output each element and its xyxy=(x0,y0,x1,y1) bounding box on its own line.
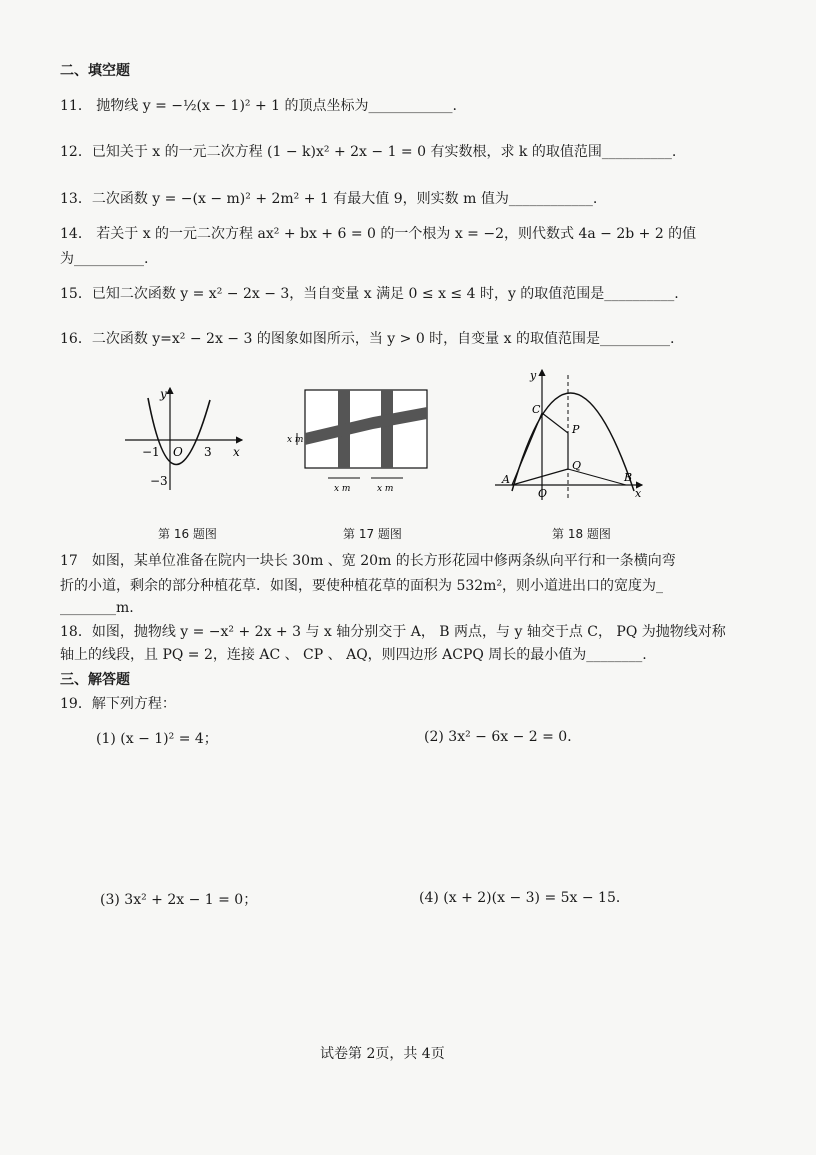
figure-18-q-label: Q xyxy=(572,459,582,472)
figure-18-x-label: x xyxy=(635,487,642,500)
equation-3: (3) 3x² + 2x − 1 = 0； xyxy=(100,892,258,908)
question-17-line-1: 17 如图，某单位准备在院内一块长 30m 、宽 20m 的长方形花园中修两条纵向平行和一条横向弯 xyxy=(60,553,676,569)
question-12: 12．已知关于 x 的一元二次方程 (1 − k)x² + 2x − 1 = 0 有实数根，求 k 的取值范围__________. xyxy=(60,144,677,160)
figure-18-quadrilateral xyxy=(512,413,568,485)
figure-18-caption: 第 18 题图 xyxy=(552,527,611,541)
question-11: 11． 抛物线 y = −½(x − 1)² + 1 的顶点坐标为____________. xyxy=(60,98,457,114)
figure-17-bottom-label-1: x m xyxy=(334,484,351,494)
figure-16-x-label: x xyxy=(233,445,240,459)
question-18-line-2: 轴上的线段，且 PQ = 2，连接 AC 、 CP 、 AQ，则四边形 ACPQ 周长的最小值为________. xyxy=(60,647,647,663)
question-18-line-1: 18．如图，抛物线 y = −x² + 2x + 3 与 x 轴分别交于 A， B 两点，与 y 轴交于点 C， PQ 为抛物线对称 xyxy=(60,624,726,640)
figure-18-a-label: A xyxy=(502,473,510,486)
question-16: 16．二次函数 y=x² − 2x − 3 的图象如图所示，当 y > 0 时，自变量 x 的取值范围是__________. xyxy=(60,331,675,347)
figure-18-origin-label: O xyxy=(538,487,548,500)
figure-16-parabola-graph xyxy=(120,380,250,500)
question-19-title: 19．解下列方程： xyxy=(60,696,176,712)
page-footer: 试卷第 2页，共 4页 xyxy=(320,1046,445,1062)
section-2-heading: 二、填空题 xyxy=(60,63,130,79)
figure-17-caption: 第 17 题图 xyxy=(343,527,402,541)
equation-1: (1) (x − 1)² = 4； xyxy=(96,731,218,747)
section-3-heading: 三、解答题 xyxy=(60,672,130,688)
equation-2: (2) 3x² − 6x − 2 = 0． xyxy=(424,729,582,745)
figure-18-b-label: B xyxy=(624,471,633,484)
question-13: 13．二次函数 y = −(x − m)² + 2m² + 1 有最大值 9，则实数 m 值为____________. xyxy=(60,191,598,207)
figure-16-y-label: y xyxy=(160,387,167,401)
figure-17-garden-diagram xyxy=(283,385,433,500)
figure-18-p-label: P xyxy=(572,423,580,436)
figure-16-caption: 第 16 题图 xyxy=(158,527,217,541)
figure-17-bottom-label-2: x m xyxy=(377,484,394,494)
figure-18-parabola-diagram xyxy=(490,365,650,505)
question-15: 15．已知二次函数 y = x² − 2x − 3，当自变量 x 满足 0 ≤ x ≤ 4 时，y 的取值范围是__________. xyxy=(60,286,679,302)
question-14-line-1: 14． 若关于 x 的一元二次方程 ax² + bx + 6 = 0 的一个根为 x = −2，则代数式 4a − 2b + 2 的值 xyxy=(60,226,697,242)
figure-17-vertical-path-2 xyxy=(381,390,393,468)
question-17-line-2: 折的小道，剩余的部分种植花草．如图，要使种植花草的面积为 532m²，则小道进出口的宽度为_ xyxy=(60,578,664,594)
figure-16-three-label: 3 xyxy=(204,445,212,459)
question-14-line-2: 为__________. xyxy=(60,251,149,267)
question-17-line-3: ________m. xyxy=(60,600,134,616)
figure-16-neg3-label: −3 xyxy=(150,474,168,488)
figure-16-neg1-label: −1 xyxy=(142,445,160,459)
figure-18-c-label: C xyxy=(532,403,541,416)
figure-17-left-label: x m xyxy=(287,435,304,445)
equation-4: (4) (x + 2)(x − 3) = 5x − 15． xyxy=(419,890,630,906)
figure-18-y-label: y xyxy=(530,369,537,382)
figure-16-origin-label: O xyxy=(173,445,183,459)
